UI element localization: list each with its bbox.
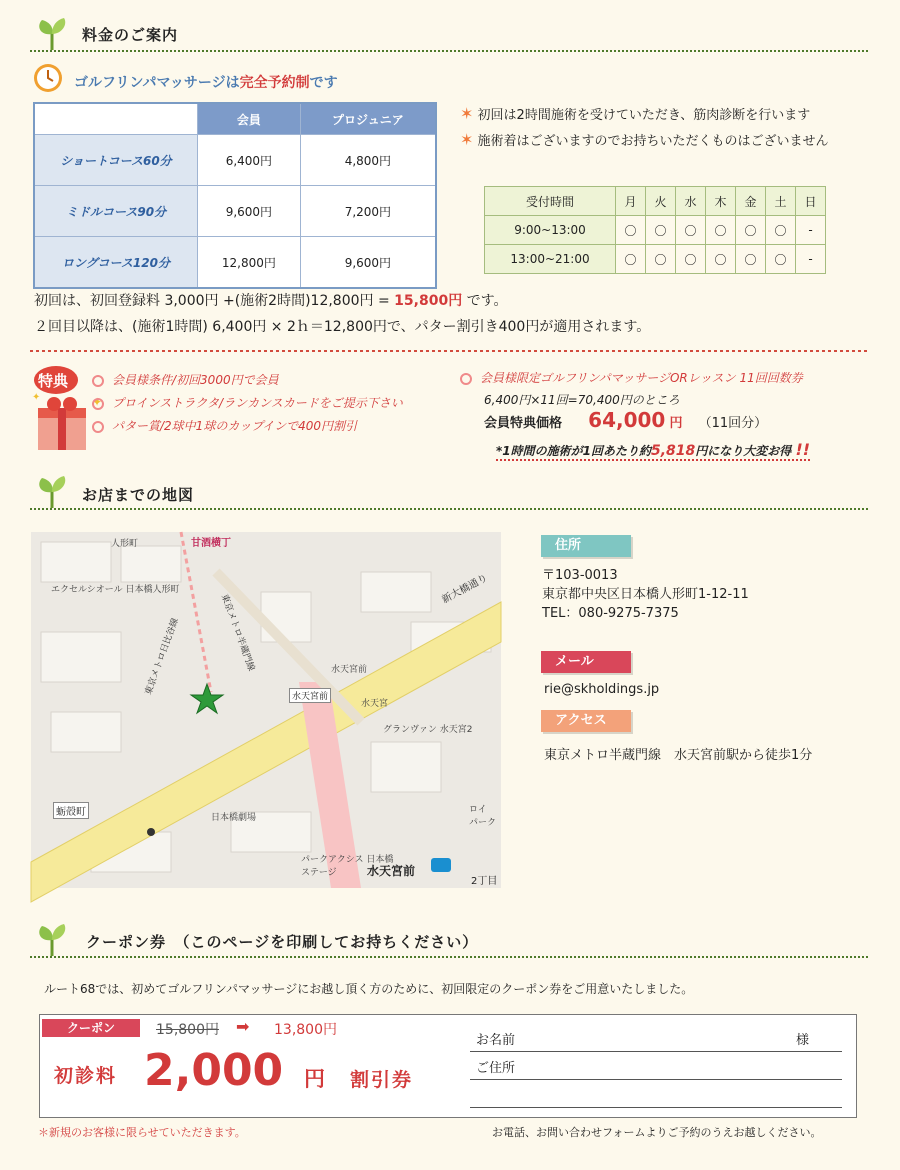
day-header: 火 — [646, 187, 676, 216]
tokuten-left-list — [92, 369, 403, 438]
map-label: 水天宮前 — [367, 864, 416, 878]
map-label: 東京メトロ日比谷線 — [143, 616, 181, 697]
coupon-card — [39, 1014, 857, 1118]
coupon-label: 初診料 — [54, 1065, 118, 1087]
clock-icon — [32, 62, 64, 94]
availability-mark: 〇 — [706, 245, 736, 274]
sprout-icon — [32, 12, 72, 52]
availability-mark: 〇 — [736, 245, 766, 274]
name-label: お名前 — [476, 1033, 516, 1048]
availability-mark: 〇 — [676, 216, 706, 245]
availability-mark: 〇 — [736, 216, 766, 245]
course-name: ロングコース120分 — [34, 237, 198, 289]
bullet-icon — [92, 375, 104, 387]
star-icon: ✶ — [460, 130, 474, 149]
member-price: 9,600円 — [198, 186, 301, 237]
address-label: ご住所 — [476, 1061, 516, 1076]
member-price: 6,400円 — [198, 135, 301, 186]
map-label: ロイ パーク — [469, 805, 497, 828]
course-name: ミドルコース90分 — [34, 186, 198, 237]
table-row — [485, 245, 826, 274]
note-text: 施術着はございますのでお持ちいただくものはございません — [477, 134, 829, 149]
table-row — [34, 237, 436, 289]
tokuten-per-session — [496, 440, 810, 461]
tokuten-calc: 6,400円×11回=70,400円のところ — [484, 393, 680, 407]
price-header-pro: プロジュニア — [300, 103, 436, 135]
coupon-footnote-right: お電話、お問い合わせフォームよりご予約のうえお越しください。 — [492, 1126, 822, 1139]
note-item — [460, 130, 829, 149]
price-table-corner — [34, 103, 198, 135]
note-text: 初回は2時間施術を受けていただき、筋肉診断を行います — [477, 108, 811, 123]
address-line-1[interactable] — [470, 1079, 842, 1080]
tokuten-right-title-text: 会員様限定ゴルフリンパマッサージORレッスン 11回回数券 — [480, 371, 803, 385]
tokuten-item-text: パター賞/2球中1球のカップインで400円割引 — [112, 419, 358, 433]
map-label: 水天宮 — [361, 699, 389, 709]
course-name: ショートコース60分 — [34, 135, 198, 186]
email-link[interactable]: rie@skholdings.jp — [544, 682, 660, 697]
address-block — [542, 566, 749, 623]
coupon-unit: 円 — [304, 1067, 325, 1091]
per-prefix: *1時間の施術が1回あたり約 — [496, 444, 651, 458]
map-label: 蛎殻町 — [53, 802, 89, 819]
coupon-footnote-left: ＊新規のお客様に限らせていただきます。 — [38, 1126, 246, 1139]
section-title-coupon: クーポン券 （このページを印刷してお持ちください） — [86, 933, 479, 951]
list-item — [92, 369, 403, 392]
note-item — [460, 104, 810, 123]
table-row — [34, 135, 436, 186]
zip-code: 〒103-0013 — [542, 568, 618, 583]
day-header: 月 — [616, 187, 646, 216]
availability-mark: 〇 — [646, 216, 676, 245]
map-label: 日本橋劇場 — [211, 813, 257, 823]
sprout-icon — [32, 470, 72, 510]
list-item — [92, 392, 403, 415]
access-info: 東京メトロ半蔵門線 水天宮前駅から徒歩1分 — [544, 748, 813, 763]
availability-mark: 〇 — [766, 216, 796, 245]
exclaim: !! — [795, 440, 811, 459]
availability-mark: - — [796, 216, 826, 245]
section-divider — [30, 956, 868, 958]
table-row — [34, 186, 436, 237]
first-visit-total: 15,800円 — [394, 293, 463, 309]
first-visit-line1 — [34, 290, 508, 310]
svg-text:✦: ✦ — [32, 392, 41, 403]
address-line-2[interactable] — [470, 1107, 842, 1108]
subtitle-highlight: 完全予約制 — [239, 75, 310, 91]
section-title-map: お店までの地図 — [82, 486, 195, 504]
svg-text:✦: ✦ — [92, 395, 103, 409]
name-line[interactable] — [470, 1051, 842, 1052]
arrow-right-icon: ➡ — [236, 1017, 250, 1036]
price-table — [33, 102, 437, 289]
bullet-icon — [92, 421, 104, 433]
price-unit: 円 — [669, 416, 683, 431]
coupon-amount: 2,000 — [144, 1045, 284, 1096]
availability-mark: 〇 — [616, 245, 646, 274]
first-visit-line2: ２回目以降は、(施術1時間) 6,400円 × 2ｈ＝12,800円で、パター割引き400円が適用されます。 — [34, 319, 651, 335]
pro-price: 4,800円 — [300, 135, 436, 186]
day-header: 金 — [736, 187, 766, 216]
business-hours-table — [484, 186, 826, 274]
tokuten-item-text: プロインストラクタ/ランカンスカードをご提示下さい — [112, 396, 403, 410]
reservation-subtitle — [74, 72, 338, 92]
tokuten-divider — [30, 350, 868, 352]
subtitle-suffix: です — [309, 75, 338, 91]
per-value: 5,818 — [650, 443, 696, 459]
day-header: 水 — [676, 187, 706, 216]
map-label: 甘酒横丁 — [191, 538, 231, 549]
list-item — [92, 415, 403, 438]
sprout-icon — [32, 918, 72, 958]
coupon-tag: クーポン — [42, 1019, 140, 1037]
sama-label: 様 — [796, 1033, 810, 1048]
tokuten-price — [484, 408, 767, 432]
day-header: 日 — [796, 187, 826, 216]
pro-price: 7,200円 — [300, 186, 436, 237]
map-label: パークアクシス 日本橋ステージ — [301, 855, 394, 878]
mail-tag: メール — [541, 651, 631, 673]
map-label: グランヴァン 水天宮2 — [383, 725, 473, 735]
availability-mark: 〇 — [646, 245, 676, 274]
first-visit-prefix: 初回は、初回登録料 3,000円 +(施術2時間)12,800円 = — [34, 293, 395, 309]
section-title-fee: 料金のご案内 — [82, 26, 179, 44]
access-tag: アクセス — [541, 710, 631, 732]
star-icon: ✶ — [460, 104, 474, 123]
availability-mark: 〇 — [766, 245, 796, 274]
availability-mark: 〇 — [706, 216, 736, 245]
map-label: 人形町 — [111, 539, 139, 549]
first-visit-suffix: です。 — [462, 293, 508, 309]
pro-price: 9,600円 — [300, 237, 436, 289]
price-note: （11回分） — [698, 416, 768, 431]
time-slot: 9:00~13:00 — [485, 216, 616, 245]
coupon-intro: ルート68では、初めてゴルフリンパマッサージにお越し頂く方のために、初回限定のクーポン券をご用意いたしました。 — [44, 982, 694, 996]
map-label: 東京メトロ半蔵門線 — [218, 593, 256, 673]
map-label: 水天宮前 — [331, 665, 368, 675]
day-header: 土 — [766, 187, 796, 216]
availability-mark: - — [796, 245, 826, 274]
price-value: 64,000 — [588, 408, 666, 432]
coupon-new-price: 13,800円 — [274, 1022, 337, 1038]
coupon-old-price: 15,800円 — [156, 1022, 219, 1038]
access-map[interactable] — [31, 532, 501, 888]
tokuten-badge: 特典 — [38, 372, 69, 390]
day-header: 木 — [706, 187, 736, 216]
price-label: 会員特典価格 — [484, 416, 563, 431]
map-label: 新大橋通り — [440, 572, 490, 606]
subtitle-prefix: ゴルフリンパマッサージは — [74, 75, 240, 91]
phone-number[interactable]: TEL：080-9275-7375 — [542, 606, 679, 621]
member-price: 12,800円 — [198, 237, 301, 289]
availability-mark: 〇 — [676, 245, 706, 274]
hours-header-label: 受付時間 — [485, 187, 616, 216]
section-divider — [30, 508, 868, 510]
street-address: 東京都中央区日本橋人形町1-12-11 — [542, 587, 749, 602]
map-label: エクセルシオール 日本橋人形町 — [51, 585, 180, 595]
bullet-icon — [92, 398, 104, 410]
bullet-icon — [460, 373, 472, 385]
availability-mark: 〇 — [616, 216, 646, 245]
map-label: 水天宮前 — [289, 688, 331, 703]
per-suffix: 円になり大変お得 — [695, 444, 792, 458]
section-divider — [30, 50, 868, 52]
map-label: 2丁目 — [471, 876, 498, 887]
price-header-member: 会員 — [198, 103, 301, 135]
time-slot: 13:00~21:00 — [485, 245, 616, 274]
address-tag: 住所 — [541, 535, 631, 557]
tokuten-right-title — [460, 369, 803, 386]
tokuten-item-text: 会員様条件/初回3000円で会員 — [112, 373, 279, 387]
coupon-discount: 割引券 — [350, 1069, 414, 1091]
table-row — [485, 216, 826, 245]
